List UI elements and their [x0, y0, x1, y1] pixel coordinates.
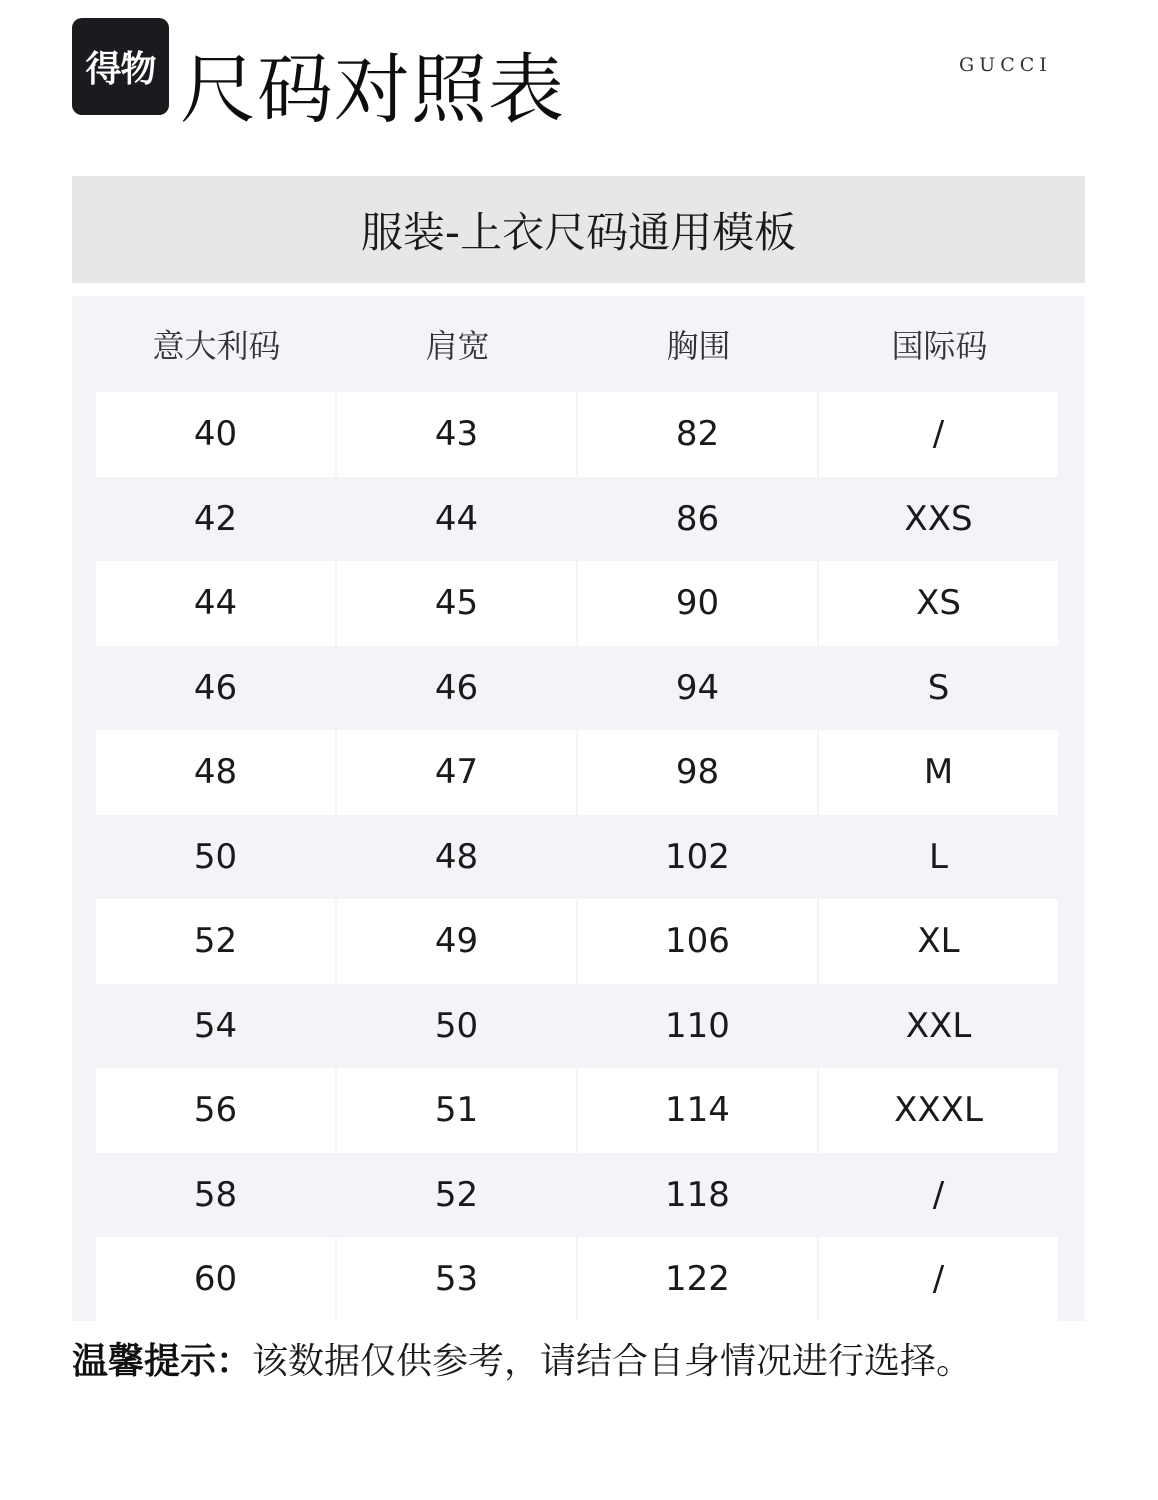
logo-text: 得物	[85, 49, 156, 90]
cell-chest: 122	[578, 1237, 817, 1322]
cell-shoulder-width: 47	[337, 730, 576, 815]
table-row	[96, 815, 1060, 900]
cell-shoulder-width: 44	[434, 498, 479, 539]
cell-chest: 102	[665, 836, 730, 877]
table-row	[96, 1153, 1060, 1238]
cell-italian-size: 52	[96, 899, 335, 984]
brand-name: GUCCI	[959, 54, 1052, 76]
cell-italian-size: 42	[193, 498, 238, 539]
table-row	[96, 392, 1060, 477]
table-row	[96, 984, 1060, 1069]
cell-shoulder-width: 45	[337, 561, 576, 646]
dewu-logo	[72, 18, 169, 115]
cell-chest: 94	[675, 667, 720, 708]
cell-chest: 82	[578, 392, 817, 477]
cell-shoulder-width: 53	[337, 1237, 576, 1322]
cell-international-size: XL	[819, 899, 1058, 984]
page-title: 尺码对照表	[180, 45, 565, 134]
cell-international-size: S	[927, 667, 950, 708]
cell-shoulder-width: 52	[434, 1174, 479, 1215]
cell-italian-size: 58	[193, 1174, 238, 1215]
section-header	[72, 176, 1085, 283]
cell-chest: 114	[578, 1068, 817, 1153]
table-row	[96, 477, 1060, 562]
table-row	[96, 1237, 1060, 1322]
table-row	[96, 730, 1060, 815]
table-body	[96, 392, 1060, 1322]
header-shoulder-width: 肩宽	[425, 327, 490, 365]
cell-international-size: /	[819, 1237, 1058, 1322]
cell-chest: 86	[675, 498, 720, 539]
section-title: 服装-上衣尺码通用模板	[360, 207, 797, 257]
header-chest: 胸围	[666, 327, 731, 365]
cell-italian-size: 60	[96, 1237, 335, 1322]
table-row	[96, 646, 1060, 731]
cell-international-size: XS	[819, 561, 1058, 646]
cell-italian-size: 48	[96, 730, 335, 815]
cell-chest: 98	[578, 730, 817, 815]
tip-note	[72, 1336, 972, 1388]
cell-chest: 118	[665, 1174, 730, 1215]
table-header-row	[96, 296, 1060, 392]
cell-shoulder-width: 49	[337, 899, 576, 984]
cell-italian-size: 54	[193, 1005, 238, 1046]
tip-label: 温馨提示：	[72, 1341, 253, 1382]
header-international-size: 国际码	[891, 327, 988, 365]
cell-italian-size: 46	[193, 667, 238, 708]
cell-international-size: XXS	[904, 498, 973, 539]
cell-shoulder-width: 48	[434, 836, 479, 877]
cell-international-size: XXL	[905, 1005, 972, 1046]
cell-italian-size: 56	[96, 1068, 335, 1153]
cell-shoulder-width: 43	[337, 392, 576, 477]
cell-chest: 106	[578, 899, 817, 984]
table-row	[96, 899, 1060, 984]
table-row	[96, 561, 1060, 646]
cell-shoulder-width: 51	[337, 1068, 576, 1153]
cell-italian-size: 44	[96, 561, 335, 646]
cell-international-size: M	[819, 730, 1058, 815]
cell-international-size: XXXL	[819, 1068, 1058, 1153]
cell-international-size: /	[932, 1174, 945, 1215]
cell-international-size: L	[929, 836, 948, 877]
cell-international-size: /	[819, 392, 1058, 477]
table-row	[96, 1068, 1060, 1153]
cell-shoulder-width: 46	[434, 667, 479, 708]
cell-italian-size: 40	[96, 392, 335, 477]
cell-chest: 90	[578, 561, 817, 646]
header-italian-size: 意大利码	[152, 327, 281, 365]
cell-chest: 110	[665, 1005, 730, 1046]
cell-italian-size: 50	[193, 836, 238, 877]
cell-shoulder-width: 50	[434, 1005, 479, 1046]
tip-text: 该数据仅供参考，请结合自身情况进行选择。	[252, 1341, 973, 1382]
size-table	[72, 296, 1085, 1321]
